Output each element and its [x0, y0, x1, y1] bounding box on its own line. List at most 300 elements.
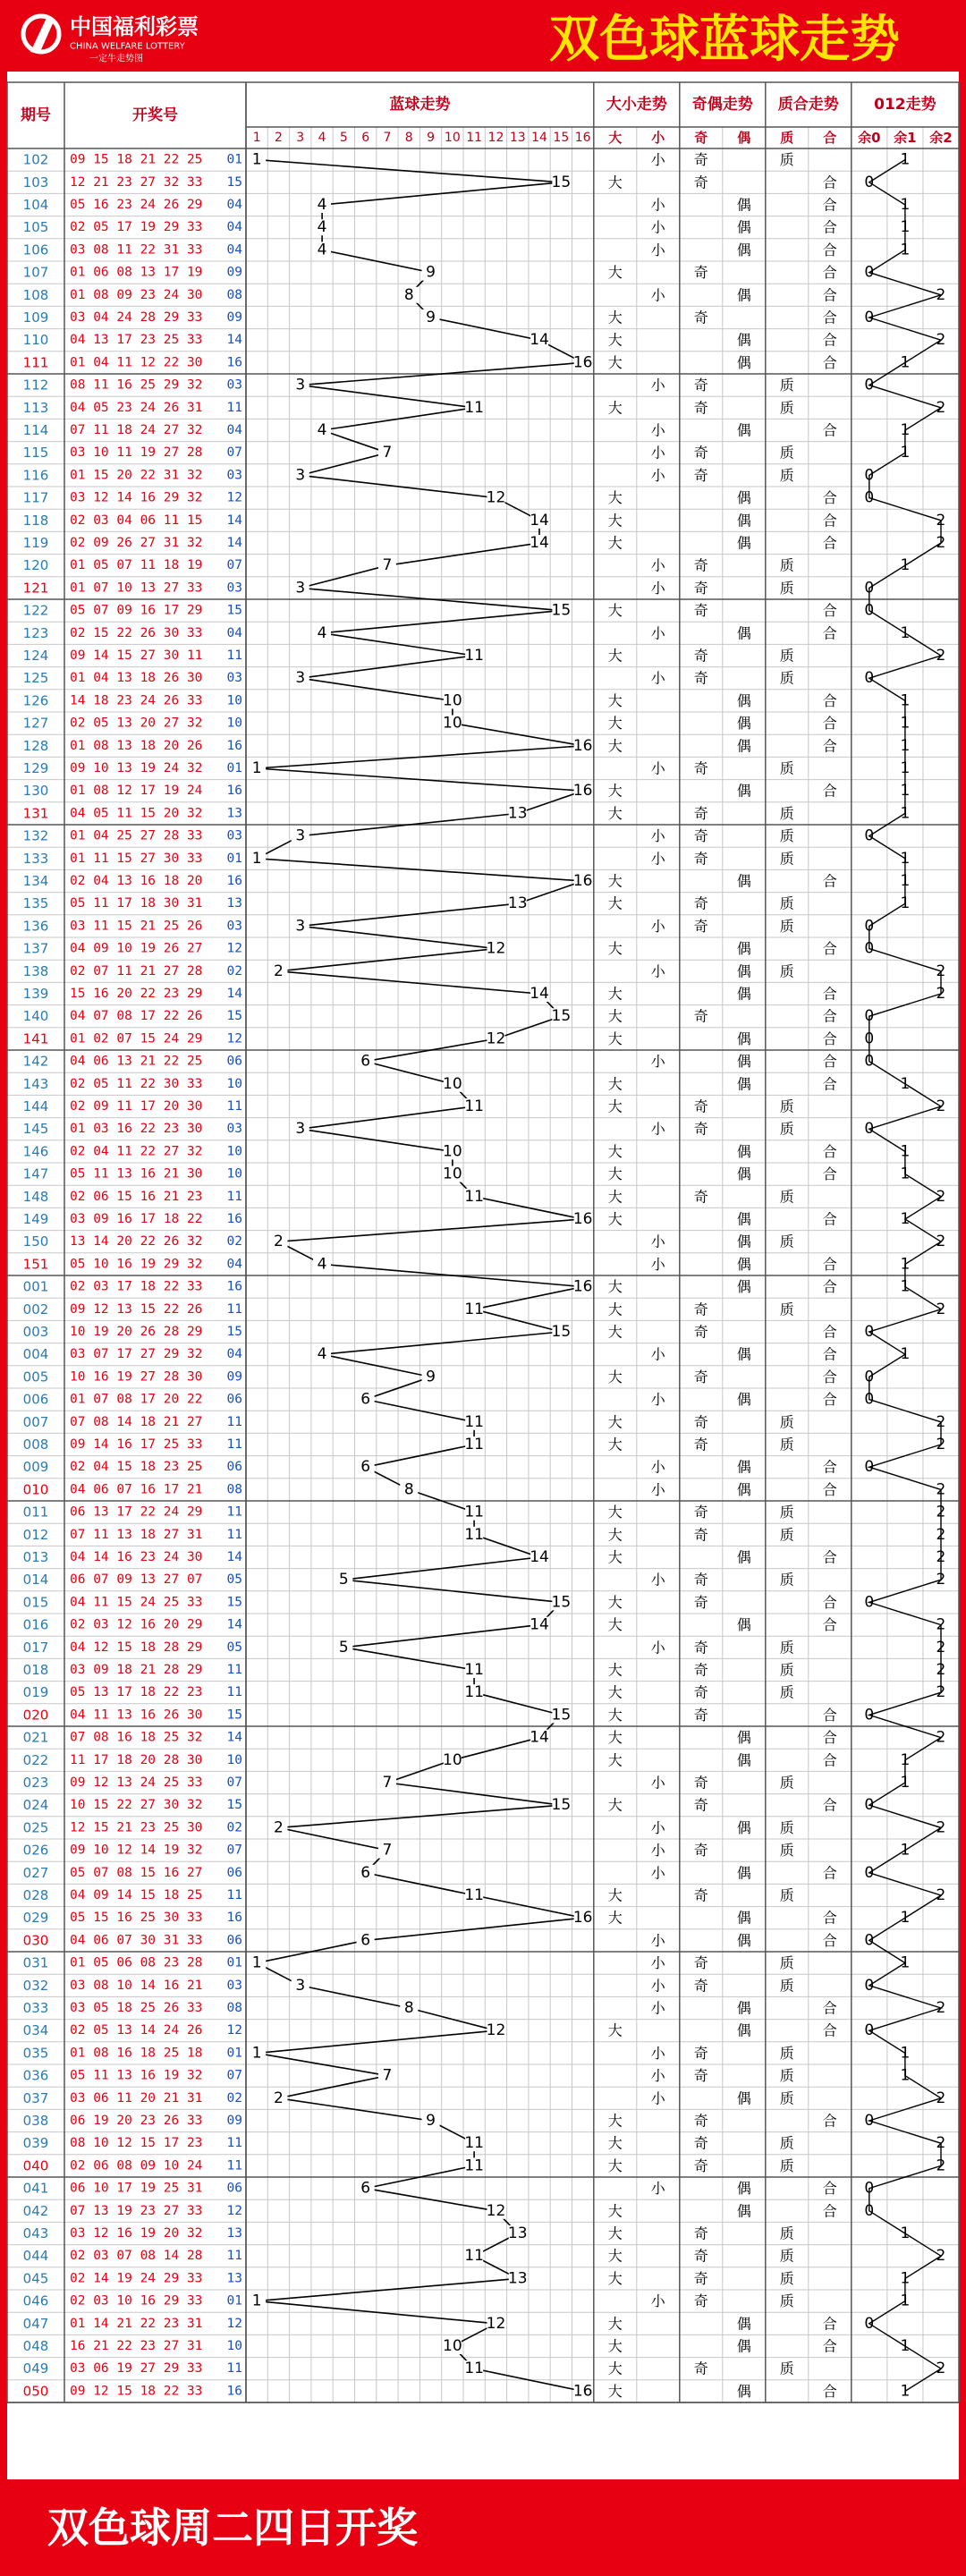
blue-point: 6 — [360, 1931, 371, 1950]
mod3-point: 1 — [900, 759, 911, 777]
issue-number: 015 — [22, 1594, 49, 1611]
red-balls: 05 16 23 24 26 29 — [70, 198, 203, 212]
mod3-point: 0 — [864, 1706, 875, 1724]
red-balls: 03 12 14 16 29 32 — [70, 490, 203, 505]
mod3-point: 0 — [864, 1390, 875, 1409]
blue-ball: 13 — [226, 806, 242, 821]
big-mark: 大 — [607, 782, 623, 800]
mod3-point: 2 — [936, 398, 946, 417]
logo-subtext: CHINA WELFARE LOTTERY — [70, 41, 185, 52]
red-balls: 07 11 18 24 27 32 — [70, 423, 203, 437]
issue-number: 120 — [22, 557, 49, 574]
blue-ball: 12 — [226, 2023, 242, 2038]
red-balls: 02 09 11 17 20 30 — [70, 1099, 203, 1114]
blue-ball: 14 — [226, 333, 242, 348]
blue-point: 4 — [317, 421, 327, 439]
blue-point: 8 — [403, 285, 414, 304]
composite-mark: 合 — [822, 421, 837, 439]
big-mark: 大 — [607, 872, 623, 890]
issue-number: 118 — [22, 512, 49, 529]
red-balls: 14 18 23 24 26 33 — [70, 693, 203, 708]
odd-mark: 奇 — [693, 2247, 708, 2265]
even-mark: 偶 — [736, 1909, 751, 1927]
issue-number: 113 — [22, 399, 49, 416]
blue-point: 15 — [551, 601, 572, 620]
red-balls: 01 08 09 23 24 30 — [70, 287, 203, 302]
blue-ball: 06 — [226, 1865, 242, 1880]
blue-ball: 05 — [226, 1640, 242, 1655]
big-mark: 大 — [607, 512, 623, 530]
blue-ball: 03 — [226, 671, 242, 686]
blue-point: 10 — [443, 1750, 462, 1769]
blue-point: 11 — [464, 1683, 484, 1702]
red-balls: 09 12 13 15 22 26 — [70, 1301, 203, 1317]
small-mark: 小 — [650, 1842, 665, 1860]
issue-number: 151 — [22, 1256, 49, 1273]
even-mark: 偶 — [736, 1255, 751, 1273]
blue-point: 4 — [317, 1255, 327, 1274]
subheader-rem1: 余1 — [894, 130, 917, 146]
blue-point: 3 — [295, 579, 306, 597]
red-balls: 06 07 09 13 27 07 — [70, 1572, 203, 1588]
issue-number: 008 — [22, 1436, 49, 1453]
even-mark: 偶 — [736, 2337, 751, 2355]
mod3-point: 0 — [864, 2021, 875, 2040]
blue-point: 5 — [338, 1571, 349, 1589]
composite-mark: 合 — [822, 1999, 837, 2017]
mod3-point: 1 — [900, 2044, 911, 2063]
red-balls: 02 15 22 26 30 33 — [70, 625, 203, 640]
small-mark: 小 — [650, 2067, 665, 2085]
prime-mark: 质 — [779, 1683, 794, 1701]
mod3-point: 1 — [900, 150, 911, 169]
mod3-point: 0 — [864, 1030, 875, 1048]
blue-axis-tick-13: 13 — [509, 131, 526, 145]
blue-ball: 09 — [226, 265, 242, 280]
blue-point: 11 — [464, 1886, 484, 1904]
red-balls: 04 12 15 18 28 29 — [70, 1640, 203, 1655]
odd-mark: 奇 — [693, 647, 708, 665]
red-balls: 03 07 17 27 29 32 — [70, 1347, 203, 1362]
prime-mark: 质 — [779, 962, 794, 980]
mod3-point: 1 — [900, 241, 911, 259]
odd-mark: 奇 — [693, 399, 708, 417]
prime-mark: 质 — [779, 377, 794, 394]
mod3-point: 0 — [864, 1368, 875, 1386]
red-balls: 01 15 20 22 31 32 — [70, 468, 203, 483]
odd-mark: 奇 — [693, 1796, 708, 1814]
odd-mark: 奇 — [693, 1526, 708, 1544]
mod3-point: 0 — [864, 2179, 875, 2198]
big-mark: 大 — [607, 2157, 623, 2174]
blue-ball: 12 — [226, 2316, 242, 2331]
red-balls: 09 12 15 18 22 33 — [70, 2384, 203, 2399]
blue-ball: 04 — [226, 423, 242, 437]
prime-mark: 质 — [779, 1886, 794, 1904]
issue-number: 142 — [22, 1053, 49, 1070]
blue-point: 2 — [274, 1818, 284, 1837]
composite-mark: 合 — [822, 1255, 837, 1273]
big-mark: 大 — [607, 2202, 623, 2220]
small-mark: 小 — [650, 1053, 665, 1071]
blue-ball: 15 — [226, 1009, 242, 1024]
composite-mark: 合 — [822, 1165, 837, 1183]
blue-point: 7 — [382, 1841, 393, 1860]
issue-number: 137 — [22, 940, 49, 957]
mod3-point: 2 — [936, 1097, 946, 1115]
composite-mark: 合 — [822, 602, 837, 620]
blue-point: 3 — [295, 669, 306, 688]
odd-mark: 奇 — [693, 1977, 708, 1995]
red-balls: 01 04 13 18 26 30 — [70, 671, 203, 686]
mod3-point: 1 — [900, 804, 911, 823]
issue-number: 132 — [22, 827, 49, 844]
issue-number: 002 — [22, 1301, 49, 1318]
mod3-point: 1 — [900, 556, 911, 575]
issue-number: 119 — [22, 535, 49, 551]
blue-ball: 04 — [226, 1347, 242, 1362]
blue-point: 11 — [464, 1300, 484, 1318]
mod3-point: 2 — [936, 647, 946, 665]
small-mark: 小 — [650, 444, 665, 462]
blue-ball: 03 — [226, 377, 242, 393]
blue-point: 12 — [486, 1030, 506, 1048]
mod3-point: 1 — [900, 691, 911, 710]
red-balls: 04 09 10 19 26 27 — [70, 941, 203, 956]
even-mark: 偶 — [736, 962, 751, 980]
big-mark: 大 — [607, 1278, 623, 1296]
blue-point: 1 — [251, 1953, 262, 1972]
blue-ball: 11 — [226, 1437, 242, 1452]
small-mark: 小 — [650, 218, 665, 236]
small-mark: 小 — [650, 917, 665, 935]
red-balls: 04 06 07 16 17 21 — [70, 1482, 203, 1497]
odd-mark: 奇 — [693, 1323, 708, 1341]
red-balls: 02 03 10 16 29 33 — [70, 2293, 203, 2309]
blue-ball: 16 — [226, 1212, 242, 1226]
blue-ball: 09 — [226, 1369, 242, 1385]
mod3-point: 2 — [936, 1615, 946, 1634]
odd-mark: 奇 — [693, 444, 708, 462]
even-mark: 偶 — [736, 1165, 751, 1183]
odd-mark: 奇 — [693, 579, 708, 597]
issue-number: 010 — [22, 1481, 49, 1498]
red-balls: 09 10 13 19 24 32 — [70, 761, 203, 775]
red-balls: 06 10 17 19 25 31 — [70, 2181, 203, 2196]
odd-mark: 奇 — [693, 151, 708, 169]
issue-number: 126 — [22, 692, 49, 709]
mod3-point: 2 — [936, 962, 946, 980]
blue-ball: 14 — [226, 1730, 242, 1745]
blue-ball: 03 — [226, 919, 242, 934]
prime-mark: 质 — [779, 444, 794, 462]
even-mark: 偶 — [736, 1548, 751, 1566]
big-mark: 大 — [607, 353, 623, 371]
red-balls: 02 05 17 19 29 33 — [70, 220, 203, 235]
issue-number: 136 — [22, 918, 49, 935]
blue-point: 6 — [360, 1863, 371, 1882]
blue-ball: 15 — [226, 174, 242, 190]
blue-point: 12 — [486, 488, 506, 507]
small-mark: 小 — [650, 377, 665, 394]
even-mark: 偶 — [736, 940, 751, 958]
odd-mark: 奇 — [693, 917, 708, 935]
even-mark: 偶 — [736, 196, 751, 214]
mod3-point: 2 — [936, 1480, 946, 1499]
mod3-point: 1 — [900, 1953, 911, 1972]
blue-ball: 10 — [226, 716, 242, 731]
big-mark: 大 — [607, 940, 623, 958]
small-mark: 小 — [650, 151, 665, 169]
blue-point: 7 — [382, 1774, 393, 1792]
mod3-point: 2 — [936, 1503, 946, 1521]
blue-ball: 02 — [226, 963, 242, 979]
blue-point: 14 — [530, 1548, 549, 1566]
blue-point: 10 — [443, 691, 462, 710]
mod3-point: 1 — [900, 1074, 911, 1093]
even-mark: 偶 — [736, 2315, 751, 2333]
even-mark: 偶 — [736, 512, 751, 530]
big-mark: 大 — [607, 1436, 623, 1453]
issue-number: 145 — [22, 1121, 49, 1138]
red-balls: 03 09 18 21 28 29 — [70, 1663, 203, 1677]
prime-mark: 质 — [779, 2067, 794, 2085]
issue-number: 022 — [22, 1751, 49, 1768]
big-mark: 大 — [607, 2337, 623, 2355]
big-mark: 大 — [607, 534, 623, 552]
composite-mark: 合 — [822, 1391, 837, 1409]
red-balls: 12 15 21 23 25 30 — [70, 1820, 203, 1835]
big-mark: 大 — [607, 2269, 623, 2287]
issue-number: 029 — [22, 1910, 49, 1927]
even-mark: 偶 — [736, 1030, 751, 1047]
blue-point: 8 — [403, 1480, 414, 1499]
mod3-point: 0 — [864, 826, 875, 845]
composite-mark: 合 — [822, 174, 837, 191]
blue-ball: 03 — [226, 1122, 242, 1137]
red-balls: 02 03 12 16 20 29 — [70, 1617, 203, 1632]
issue-number: 021 — [22, 1729, 49, 1746]
prime-mark: 质 — [779, 1120, 794, 1138]
blue-point: 11 — [464, 2247, 484, 2266]
big-mark: 大 — [607, 2112, 623, 2130]
prime-mark: 质 — [779, 399, 794, 417]
red-balls: 05 07 08 15 16 27 — [70, 1865, 203, 1880]
blue-ball: 16 — [226, 2384, 242, 2399]
even-mark: 偶 — [736, 872, 751, 890]
blue-point: 14 — [530, 331, 549, 350]
red-balls: 10 19 20 26 28 29 — [70, 1325, 203, 1339]
red-balls: 15 16 20 22 23 29 — [70, 987, 203, 1001]
small-mark: 小 — [650, 1977, 665, 1995]
mod3-point: 2 — [936, 1818, 946, 1837]
red-balls: 13 14 20 22 26 32 — [70, 1234, 203, 1250]
blue-point: 1 — [251, 759, 262, 777]
blue-point: 3 — [295, 1120, 306, 1139]
blue-point: 7 — [382, 2066, 393, 2085]
blue-ball: 09 — [226, 310, 242, 325]
small-mark: 小 — [650, 196, 665, 214]
mod3-point: 1 — [900, 2224, 911, 2242]
red-balls: 01 08 12 17 19 24 — [70, 784, 203, 799]
prime-mark: 质 — [779, 1639, 794, 1657]
blue-point: 14 — [530, 985, 549, 1003]
mod3-point: 2 — [936, 1571, 946, 1589]
subheader-odd: 奇 — [694, 130, 708, 146]
red-balls: 05 15 16 25 30 33 — [70, 1911, 203, 1926]
composite-mark: 合 — [822, 1323, 837, 1341]
composite-mark: 合 — [822, 737, 837, 755]
issue-number: 139 — [22, 986, 49, 1002]
even-mark: 偶 — [736, 2180, 751, 2198]
prime-mark: 质 — [779, 1954, 794, 1972]
composite-mark: 合 — [822, 1706, 837, 1724]
small-mark: 小 — [650, 466, 665, 484]
mod3-point: 1 — [900, 2337, 911, 2355]
red-balls: 12 21 23 27 32 33 — [70, 174, 203, 190]
prime-mark: 质 — [779, 1436, 794, 1453]
big-mark: 大 — [607, 399, 623, 417]
issue-number: 039 — [22, 2135, 49, 2152]
composite-mark: 合 — [822, 1616, 837, 1634]
even-mark: 偶 — [736, 782, 751, 800]
small-mark: 小 — [650, 421, 665, 439]
composite-mark: 合 — [822, 1030, 837, 1047]
red-balls: 02 07 11 21 27 28 — [70, 963, 203, 979]
red-balls: 01 14 21 22 23 31 — [70, 2316, 203, 2331]
mod3-point: 1 — [900, 1142, 911, 1161]
red-balls: 01 11 15 27 30 33 — [70, 851, 203, 866]
prime-mark: 质 — [779, 2157, 794, 2174]
blue-point: 3 — [295, 376, 306, 394]
header-big-small: 大小走势 — [606, 96, 667, 114]
issue-number: 032 — [22, 1977, 49, 1994]
issue-number: 005 — [22, 1368, 49, 1385]
red-balls: 07 11 13 18 27 31 — [70, 1527, 203, 1542]
blue-point: 9 — [426, 263, 436, 282]
odd-mark: 奇 — [693, 264, 708, 282]
blue-point: 16 — [572, 2382, 593, 2401]
mod3-point: 1 — [900, 2382, 911, 2401]
blue-ball: 16 — [226, 784, 242, 799]
issue-number: 134 — [22, 873, 49, 889]
red-balls: 04 13 17 23 25 33 — [70, 333, 203, 348]
blue-ball: 01 — [226, 2046, 242, 2061]
blue-point: 15 — [551, 1593, 572, 1612]
big-mark: 大 — [607, 1909, 623, 1927]
composite-mark: 合 — [822, 985, 837, 1003]
issue-number: 102 — [22, 151, 49, 168]
even-mark: 偶 — [736, 1751, 751, 1769]
prime-mark: 质 — [779, 466, 794, 484]
composite-mark: 合 — [822, 2180, 837, 2198]
issue-number: 130 — [22, 783, 49, 800]
red-balls: 05 10 16 19 29 32 — [70, 1257, 203, 1272]
blue-axis-tick-14: 14 — [531, 131, 547, 145]
red-balls: 07 08 14 18 21 27 — [70, 1414, 203, 1429]
blue-point: 4 — [317, 218, 327, 237]
composite-mark: 合 — [822, 264, 837, 282]
blue-point: 2 — [274, 2089, 284, 2107]
odd-mark: 奇 — [693, 2292, 708, 2310]
mod3-point: 2 — [936, 1886, 946, 1904]
blue-ball: 11 — [226, 400, 242, 415]
even-mark: 偶 — [736, 1480, 751, 1498]
issue-number: 117 — [22, 489, 49, 506]
issue-number: 112 — [22, 377, 49, 394]
blue-ball: 11 — [226, 1663, 242, 1677]
composite-mark: 合 — [822, 1931, 837, 1949]
even-mark: 偶 — [736, 353, 751, 371]
big-mark: 大 — [607, 1188, 623, 1206]
odd-mark: 奇 — [693, 1368, 708, 1385]
mod3-point: 2 — [936, 511, 946, 530]
composite-mark: 合 — [822, 1278, 837, 1296]
small-mark: 小 — [650, 850, 665, 868]
red-balls: 10 15 22 27 30 32 — [70, 1798, 203, 1813]
issue-number: 127 — [22, 715, 49, 732]
blue-point: 14 — [530, 1728, 549, 1747]
issue-number: 107 — [22, 264, 49, 281]
red-balls: 02 05 11 22 30 33 — [70, 1076, 203, 1091]
odd-mark: 奇 — [693, 556, 708, 574]
mod3-point: 1 — [900, 872, 911, 890]
blue-ball: 16 — [226, 1279, 242, 1294]
small-mark: 小 — [650, 556, 665, 574]
mod3-point: 1 — [900, 353, 911, 372]
issue-number: 106 — [22, 242, 49, 258]
issue-number: 038 — [22, 2113, 49, 2129]
issue-number: 040 — [22, 2157, 49, 2174]
prime-mark: 质 — [779, 1097, 794, 1115]
mod3-point: 1 — [900, 849, 911, 868]
red-balls: 02 03 17 18 22 33 — [70, 1279, 203, 1294]
left-border — [0, 72, 7, 2479]
red-balls: 03 12 16 19 20 32 — [70, 2226, 203, 2241]
composite-mark: 合 — [822, 1368, 837, 1385]
mod3-point: 2 — [936, 2134, 946, 2153]
red-balls: 02 03 07 08 14 28 — [70, 2249, 203, 2264]
prime-mark: 质 — [779, 2224, 794, 2242]
odd-mark: 奇 — [693, 1842, 708, 1860]
blue-axis-tick-1: 1 — [252, 131, 261, 145]
prime-mark: 质 — [779, 647, 794, 665]
blue-ball: 11 — [226, 1527, 242, 1542]
small-mark: 小 — [650, 286, 665, 304]
big-mark: 大 — [607, 2360, 623, 2377]
small-mark: 小 — [650, 827, 665, 845]
issue-number: 023 — [22, 1775, 49, 1791]
big-mark: 大 — [607, 1075, 623, 1093]
mod3-point: 0 — [864, 488, 875, 507]
composite-mark: 合 — [822, 1345, 837, 1363]
red-balls: 09 14 16 17 25 33 — [70, 1437, 203, 1452]
blue-ball: 15 — [226, 1595, 242, 1610]
issue-number: 140 — [22, 1008, 49, 1025]
odd-mark: 奇 — [693, 1886, 708, 1904]
red-balls: 09 15 18 21 22 25 — [70, 152, 203, 167]
issue-number: 024 — [22, 1797, 49, 1814]
mod3-point: 0 — [864, 579, 875, 597]
blue-ball: 11 — [226, 1189, 242, 1204]
blue-point: 14 — [530, 511, 549, 530]
red-balls: 07 13 19 23 27 33 — [70, 2203, 203, 2218]
even-mark: 偶 — [736, 737, 751, 755]
mod3-point: 1 — [900, 1750, 911, 1769]
composite-mark: 合 — [822, 2021, 837, 2039]
prime-mark: 质 — [779, 894, 794, 912]
composite-mark: 合 — [822, 218, 837, 236]
